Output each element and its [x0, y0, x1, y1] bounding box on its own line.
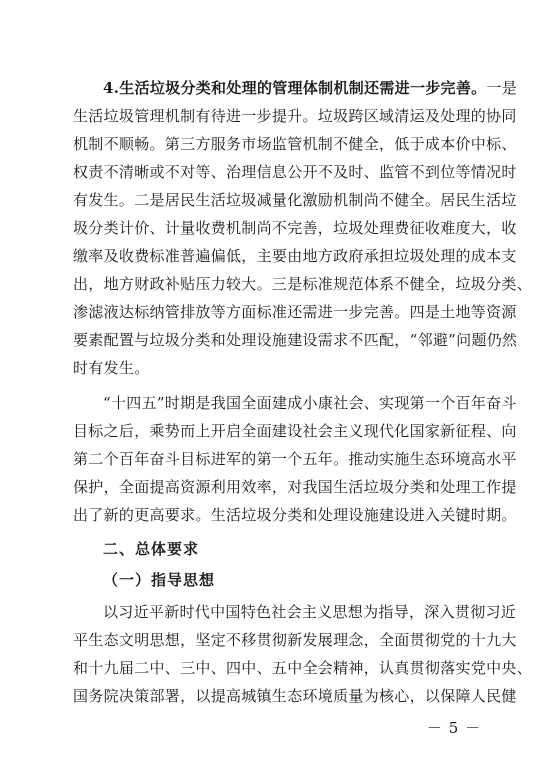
bold-lead-sentence: 4.生活垃圾分类和处理的管理体制机制还需进一步完善。 [103, 79, 487, 97]
paragraph-line: 机制不顺畅。第三方服务市场监管机制不健全，低于成本价中标、 [73, 135, 517, 153]
paragraph-line: 渗滤液达标纳管排放等方面标准还需进一步完善。四是土地等资源 [73, 303, 517, 321]
paragraph-line: 缴率及收费标准普遍偏低，主要由地方政府承担垃圾处理的成本支 [73, 247, 517, 265]
paragraph-line: 时有发生。 [73, 359, 150, 377]
paragraph-line: 第二个百年奋斗目标进军的第一个五年。推动实施生态环境高水平 [73, 450, 517, 468]
paragraph-line: 和十九届二中、三中、四中、五中全会精神，认真贯彻落实党中央、 [73, 659, 533, 677]
lead-line-rest: 一是 [486, 79, 518, 97]
paragraph-line: 保护，全面提高资源利用效率，对我国生活垃圾分类和处理工作提 [73, 478, 517, 496]
paragraph-line: 生活垃圾管理机制有待进一步提升。垃圾跨区域清运及处理的协同 [73, 107, 517, 125]
paragraph-line: 出了新的更高要求。生活垃圾分类和处理设施建设进入关键时期。 [73, 506, 517, 524]
paragraph-line: 出，地方财政补贴压力较大。三是标准规范体系不健全，垃圾分类、 [73, 275, 533, 293]
page-number: － 5 － [427, 719, 482, 737]
paragraph-line: 圾分类计价、计量收费机制尚不完善，垃圾处理费征收难度大，收 [73, 219, 517, 237]
paragraph-line [103, 74, 518, 102]
paragraph-line: 要素配置与垃圾分类和处理设施建设需求不匹配，“邻避”问题仍然 [73, 331, 518, 349]
paragraph-line: 国务院决策部署，以提高城镇生态环境质量为核心，以保障人民健 [73, 687, 517, 705]
subsection-heading: （一）指导思想 [103, 571, 216, 589]
paragraph-line: 有发生。二是居民生活垃圾减量化激励机制尚不健全。居民生活垃 [73, 191, 517, 209]
paragraph-line: “十四五”时期是我国全面建成小康社会、实现第一个百年奋斗 [103, 394, 517, 412]
paragraph-line: 平生态文明思想，坚定不移贯彻新发展理念，全面贯彻党的十九大 [73, 631, 517, 649]
paragraph-line: 权责不清晰或不对等、治理信息公开不及时、监管不到位等情况时 [73, 163, 517, 181]
paragraph-line: 目标之后，乘势而上开启全面建设社会主义现代化国家新征程、向 [73, 422, 517, 440]
paragraph-line: 以习近平新时代中国特色社会主义思想为指导，深入贯彻习近 [103, 603, 517, 621]
section-heading: 二、总体要求 [103, 540, 200, 558]
